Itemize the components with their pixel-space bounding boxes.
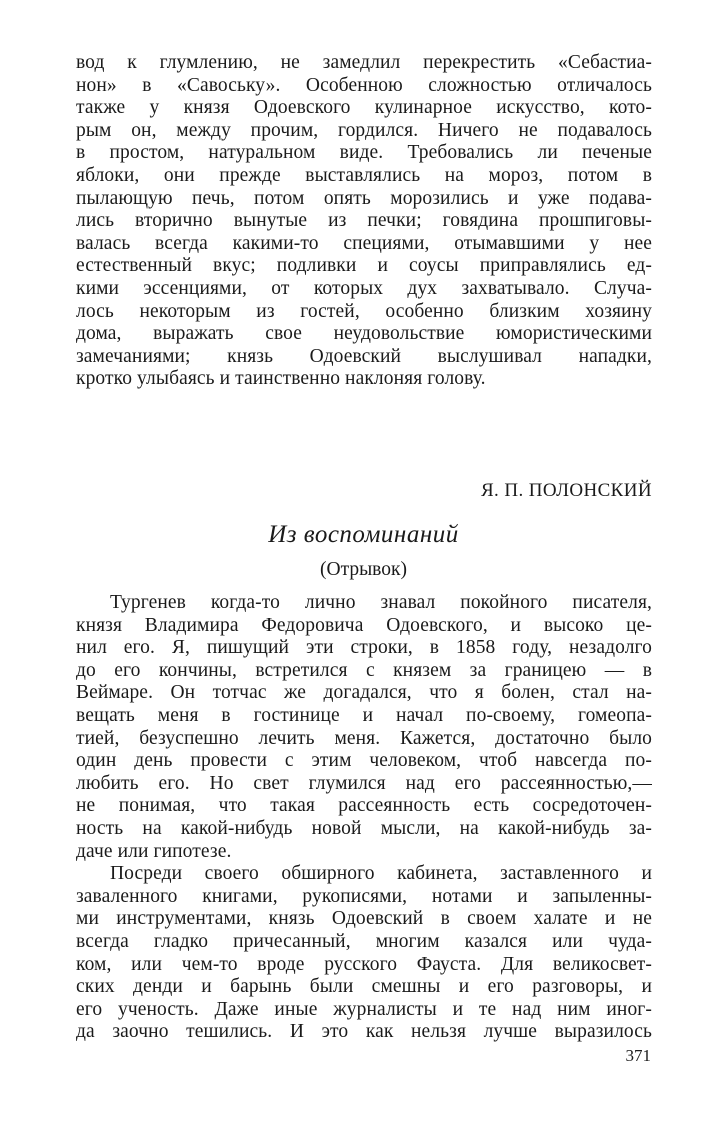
text-line: не понимая, что такая рассеянность есть сосредоточен-: [76, 795, 652, 817]
section-title: Из воспоминаний: [268, 521, 459, 548]
text-line: до его кончины, встретился с князем за границею — в: [76, 659, 652, 681]
text-line: всегда гладко причесанный, многим казался или чуда-: [76, 930, 652, 952]
author-name: Я. П. ПОЛОНСКИЙ: [480, 480, 652, 501]
text-line: дома, выражать свое неудовольствие юмористическими: [76, 323, 652, 345]
text-line: валась всегда какими-то специями, отымавшими у нее: [76, 232, 652, 254]
paragraph-2: [76, 863, 652, 1044]
text-line: нон» в «Савоську». Особенною сложностью отличалось: [76, 74, 652, 96]
text-line: ских денди и барынь были смешны и его разговоры, и: [76, 976, 652, 998]
text-line: даче или гипотезе.: [76, 840, 232, 862]
text-line: лись вторично вынутые из печки; говядина прошпиговы-: [76, 210, 652, 232]
text-line: ми инструментами, князь Одоевский в своем халате и не: [76, 908, 652, 930]
text-line: кротко улыбаясь и таинственно наклоняя голову.: [76, 368, 486, 390]
text-line: естественный вкус; подливки и соусы приправлялись ед-: [76, 255, 652, 277]
text-line: ность на какой-нибудь новой мысли, на какой-нибудь за-: [76, 817, 652, 839]
body-text: [76, 592, 652, 1044]
text-line: нил его. Я, пишущий эти строки, в 1858 году, незадолго: [76, 637, 652, 659]
text-line: рым он, между прочим, гордился. Ничего не подавалось: [76, 119, 652, 141]
section-subtitle: (Отрывок): [320, 559, 407, 580]
text-line: яблоки, они прежде выставлялись на мороз, потом в: [76, 164, 652, 186]
text-line: князя Владимира Федоровича Одоевского, и высоко це-: [76, 614, 652, 636]
text-line: заваленного книгами, рукописями, нотами и запыленны-: [76, 885, 652, 907]
text-line: тией, безуспешно лечить меня. Кажется, достаточно было: [76, 727, 652, 749]
text-line: кими эссенциями, от которых дух захватывало. Случа-: [76, 277, 652, 299]
text-line: Посреди своего обширного кабинета, заставленного и: [110, 863, 652, 885]
text-line: Веймаре. Он тотчас же догадался, что я болен, стал на-: [76, 682, 652, 704]
paragraph-1: [76, 592, 652, 863]
text-line: вод к глумлению, не замедлил перекрестить «Себастиа-: [76, 52, 652, 73]
text-line: пылающую печь, потом опять морозились и уже подава-: [76, 187, 652, 209]
text-line: любить его. Но свет глумился над его рассеянностью,—: [76, 772, 652, 794]
top-paragraph: [76, 52, 652, 391]
text-line: вещать меня в гостинице и начал по-своему, гомеопа-: [76, 704, 652, 726]
text-line: также у князя Одоевского кулинарное искусство, кото-: [76, 97, 652, 119]
text-line: замечаниями; князь Одоевский выслушивал нападки,: [76, 345, 652, 367]
text-line: его ученость. Даже иные журналисты и те над ним иног-: [76, 998, 652, 1020]
text-line: Тургенев когда-то лично знавал покойного писателя,: [110, 592, 652, 613]
text-line: лось некоторым из гостей, особенно близким хозяину: [76, 300, 652, 322]
text-line: в простом, натуральном виде. Требовались ли печеные: [76, 142, 652, 164]
text-line: да заочно тешились. И это как нельзя лучше выразилось: [76, 1021, 652, 1043]
page-number: 371: [625, 1046, 651, 1065]
text-line: ком, или чем-то вроде русского Фауста. Для великосвет-: [76, 953, 652, 975]
text-line: один день провести с этим человеком, чтоб навсегда по-: [76, 750, 652, 772]
